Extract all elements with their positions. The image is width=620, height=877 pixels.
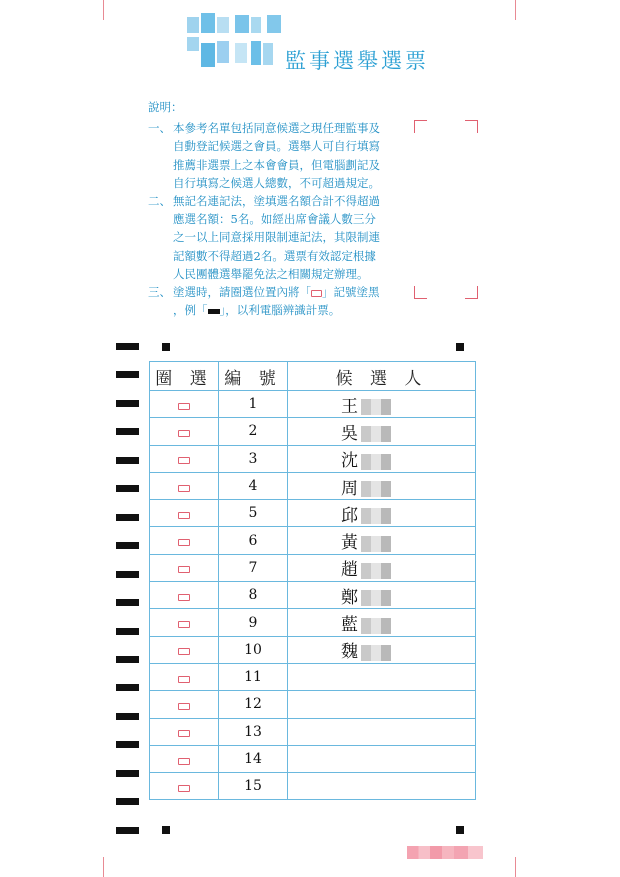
- candidate-name: [341, 501, 391, 526]
- timing-mark: [116, 542, 139, 549]
- header-candidate: 候 選 人: [288, 362, 476, 391]
- candidate-name: [341, 528, 391, 553]
- page-title: 監事選舉選票: [285, 49, 429, 73]
- vote-box-icon[interactable]: [178, 594, 190, 601]
- vote-box-icon[interactable]: [178, 430, 190, 437]
- header-mark: 圈 選: [150, 362, 219, 391]
- table-row: [150, 500, 476, 527]
- vote-box-icon[interactable]: [178, 758, 190, 765]
- candidate-name-cell: [288, 418, 476, 445]
- candidate-number: 5: [219, 500, 288, 527]
- candidate-surname: 魏: [341, 642, 358, 663]
- instruction-item-3: 三、 塗選時，請圈選位置內將「 」記號塗黑 ，例「 」，以利電腦辨識計票。: [148, 285, 380, 318]
- timing-mark: [116, 428, 139, 435]
- candidate-name-cell: [288, 500, 476, 527]
- candidate-name-cell: [288, 582, 476, 609]
- redacted-given-name: [361, 399, 391, 415]
- timing-mark: [116, 599, 139, 606]
- timing-mark: [116, 457, 139, 464]
- candidate-number: 8: [219, 582, 288, 609]
- vote-cell[interactable]: [150, 418, 219, 445]
- table-row: [150, 609, 476, 636]
- candidate-name-cell: [288, 745, 476, 772]
- candidate-number: 14: [219, 745, 288, 772]
- candidate-number: 13: [219, 718, 288, 745]
- vote-cell[interactable]: [150, 500, 219, 527]
- vote-box-icon[interactable]: [178, 621, 190, 628]
- candidate-surname: 鄭: [341, 587, 358, 608]
- table-row: [150, 691, 476, 718]
- table-header-row: [150, 362, 476, 391]
- table-row: [150, 745, 476, 772]
- candidate-name-cell: [288, 636, 476, 663]
- candidate-surname: 黃: [341, 533, 358, 554]
- instructions-heading: 說明：: [148, 100, 183, 114]
- vote-cell[interactable]: [150, 691, 219, 718]
- vote-cell[interactable]: [150, 718, 219, 745]
- redacted-given-name: [361, 563, 391, 579]
- redacted-given-name: [361, 618, 391, 634]
- candidate-name-cell: [288, 773, 476, 800]
- table-row: [150, 718, 476, 745]
- vote-cell[interactable]: [150, 773, 219, 800]
- candidate-number: 6: [219, 527, 288, 554]
- redacted-given-name: [361, 454, 391, 470]
- candidate-name: [341, 610, 391, 635]
- instruction-item-2: 二、 無記名連記法，塗填選名額合計不得超過 應選名額：5名。如經出席會議人數三分 之一以上同意採用限制連記法，其限制連 記額數不得超過2名。選票有效認定根據 人民團體選舉罷免法之相關規定辦理。: [148, 194, 380, 281]
- vote-cell[interactable]: [150, 472, 219, 499]
- table-row: [150, 582, 476, 609]
- candidate-name-cell: [288, 445, 476, 472]
- candidate-number: 2: [219, 418, 288, 445]
- vote-cell[interactable]: [150, 663, 219, 690]
- redacted-organization-name: [187, 13, 287, 73]
- table-row: [150, 445, 476, 472]
- table-row: [150, 554, 476, 581]
- registration-bracket: [414, 120, 427, 133]
- title-area: [187, 13, 447, 73]
- ballot-table: [149, 361, 476, 800]
- timing-mark: [116, 571, 139, 578]
- corner-square: [162, 826, 170, 834]
- vote-cell[interactable]: [150, 582, 219, 609]
- corner-square: [456, 343, 464, 351]
- candidate-name: [341, 555, 391, 580]
- empty-mark-example-icon: [311, 290, 322, 297]
- candidate-surname: 周: [341, 478, 358, 499]
- crop-mark: [103, 857, 104, 877]
- crop-mark: [515, 857, 516, 877]
- corner-square: [162, 343, 170, 351]
- candidate-name-cell: [288, 609, 476, 636]
- vote-box-icon[interactable]: [178, 648, 190, 655]
- table-row: [150, 391, 476, 418]
- candidate-name-cell: [288, 391, 476, 418]
- candidate-number: 15: [219, 773, 288, 800]
- vote-cell[interactable]: [150, 554, 219, 581]
- candidate-number: 1: [219, 391, 288, 418]
- vote-box-icon[interactable]: [178, 785, 190, 792]
- candidate-name-cell: [288, 472, 476, 499]
- vote-cell[interactable]: [150, 527, 219, 554]
- vote-box-icon[interactable]: [178, 566, 190, 573]
- candidate-name: [341, 474, 391, 499]
- table-row: [150, 418, 476, 445]
- candidate-surname: 王: [341, 396, 358, 417]
- vote-box-icon[interactable]: [178, 730, 190, 737]
- candidate-surname: 吳: [341, 423, 358, 444]
- header-number: 編 號: [219, 362, 288, 391]
- candidate-name: [341, 392, 391, 417]
- vote-cell[interactable]: [150, 391, 219, 418]
- table-row: [150, 527, 476, 554]
- timing-mark: [116, 343, 139, 350]
- vote-cell[interactable]: [150, 445, 219, 472]
- candidate-name-cell: [288, 718, 476, 745]
- vote-cell[interactable]: [150, 609, 219, 636]
- candidate-name: [341, 583, 391, 608]
- redacted-given-name: [361, 508, 391, 524]
- vote-box-icon[interactable]: [178, 539, 190, 546]
- vote-box-icon[interactable]: [178, 485, 190, 492]
- candidate-name: [341, 419, 391, 444]
- timing-mark: [116, 400, 139, 407]
- redacted-given-name: [361, 426, 391, 442]
- vote-cell[interactable]: [150, 745, 219, 772]
- candidate-name: [341, 446, 391, 471]
- redacted-serial-number: [407, 846, 483, 859]
- redacted-given-name: [361, 536, 391, 552]
- candidate-name-cell: [288, 691, 476, 718]
- timing-mark: [116, 798, 139, 805]
- candidate-name-cell: [288, 527, 476, 554]
- filled-mark-example-icon: [208, 309, 220, 314]
- vote-box-icon[interactable]: [178, 703, 190, 710]
- candidate-name-cell: [288, 663, 476, 690]
- redacted-given-name: [361, 590, 391, 606]
- timing-mark: [116, 485, 139, 492]
- candidate-surname: 藍: [341, 615, 358, 636]
- candidate-surname: 邱: [341, 505, 358, 526]
- crop-mark: [103, 0, 104, 20]
- vote-box-icon[interactable]: [178, 512, 190, 519]
- timing-mark: [116, 628, 139, 635]
- timing-mark: [116, 371, 139, 378]
- table-row: [150, 636, 476, 663]
- vote-cell[interactable]: [150, 636, 219, 663]
- candidate-number: 4: [219, 472, 288, 499]
- redacted-given-name: [361, 645, 391, 661]
- vote-box-icon[interactable]: [178, 457, 190, 464]
- candidate-number: 3: [219, 445, 288, 472]
- candidate-number: 12: [219, 691, 288, 718]
- candidate-number: 10: [219, 636, 288, 663]
- registration-bracket: [414, 286, 427, 299]
- timing-mark: [116, 514, 139, 521]
- candidate-number: 11: [219, 663, 288, 690]
- registration-bracket: [465, 120, 478, 133]
- registration-bracket: [465, 286, 478, 299]
- timing-mark: [116, 713, 139, 720]
- crop-mark: [515, 0, 516, 20]
- timing-mark: [116, 827, 139, 834]
- timing-mark: [116, 656, 139, 663]
- timing-mark: [116, 741, 139, 748]
- timing-mark: [116, 770, 139, 777]
- candidate-name-cell: [288, 554, 476, 581]
- instruction-item-1: 一、 本參考名單包括同意候選之現任理監事及 自動登記候選之會員。選舉人可自行填寫 推薦非選票上之本會會員，但電腦劃記及 自行填寫之候選人總數，不可超過規定。: [148, 121, 380, 190]
- table-row: [150, 472, 476, 499]
- corner-square: [456, 826, 464, 834]
- table-row: [150, 773, 476, 800]
- timing-mark: [116, 684, 139, 691]
- candidate-number: 9: [219, 609, 288, 636]
- candidate-name: [341, 637, 391, 662]
- candidate-number: 7: [219, 554, 288, 581]
- instructions: [148, 98, 418, 319]
- table-row: [150, 663, 476, 690]
- candidate-surname: 趙: [341, 560, 358, 581]
- vote-box-icon[interactable]: [178, 403, 190, 410]
- redacted-given-name: [361, 481, 391, 497]
- vote-box-icon[interactable]: [178, 676, 190, 683]
- candidate-surname: 沈: [341, 451, 358, 472]
